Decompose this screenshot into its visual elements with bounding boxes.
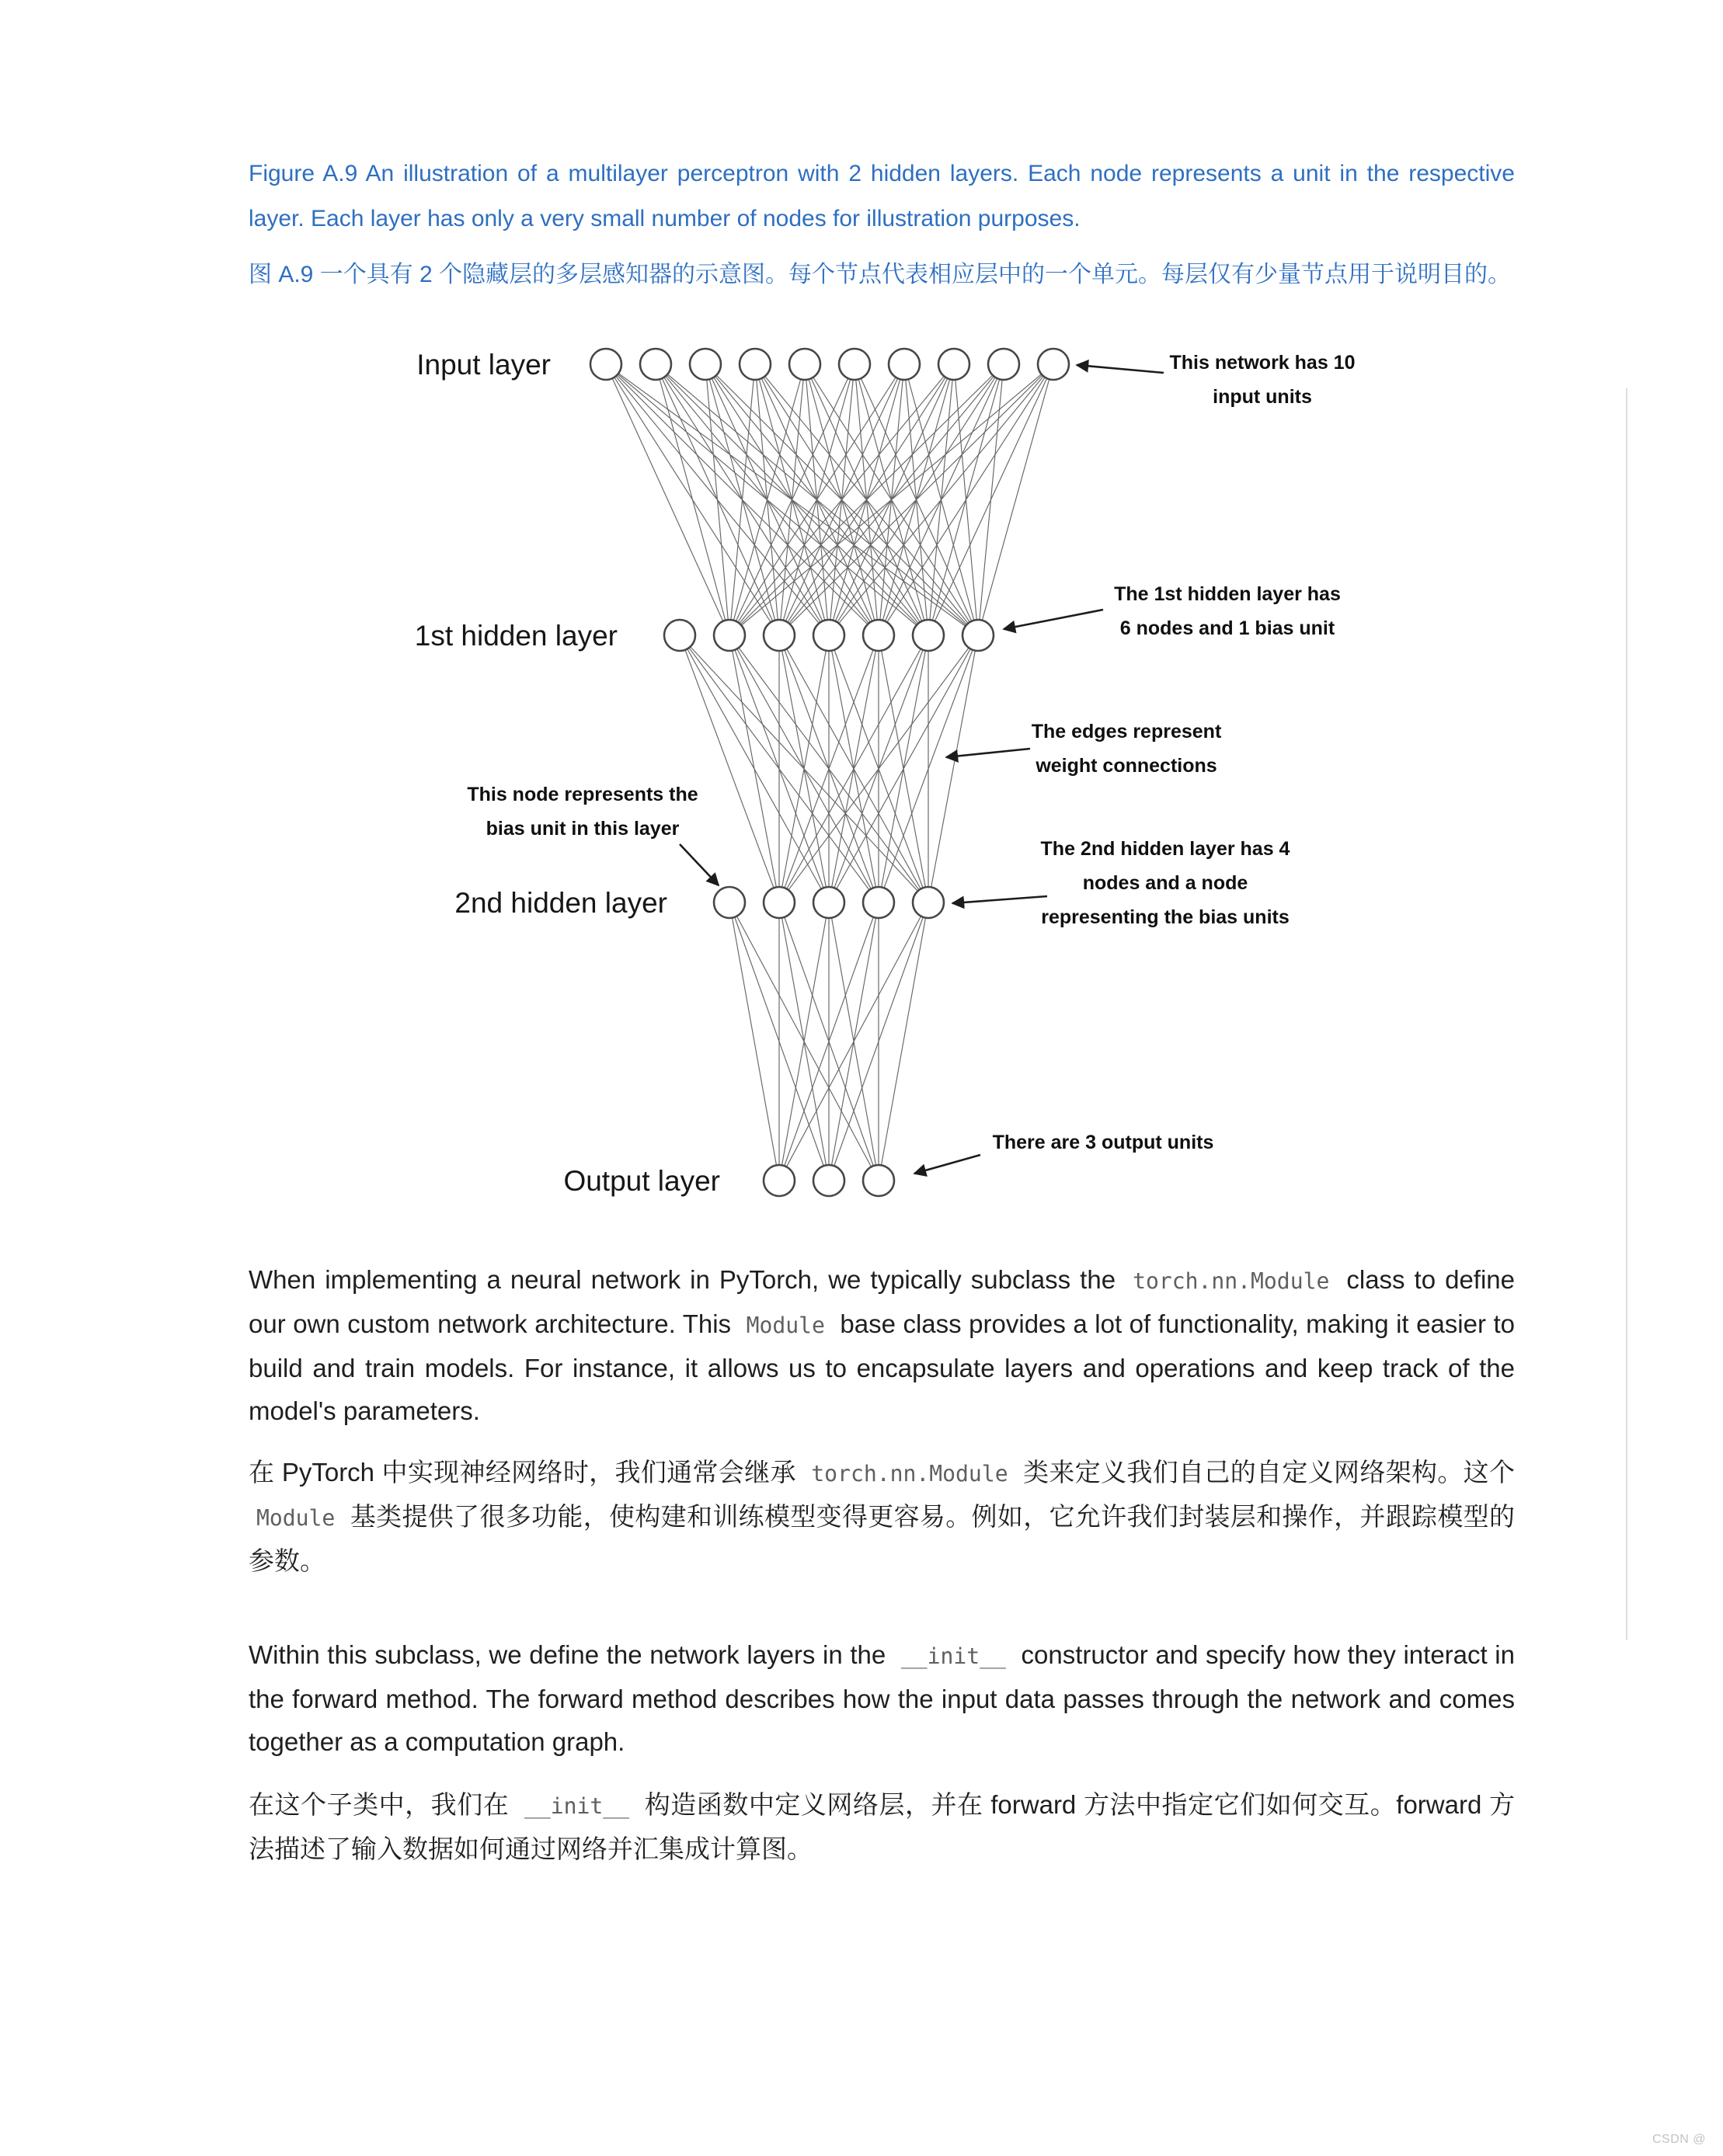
unit-node (813, 1165, 844, 1196)
text-run: 基类提供了很多功能，使构建和训练模型变得更容易。例如，它允许我们封装层和操作，并跟踪模型的参数。 (249, 1502, 1515, 1575)
weight-edge (729, 364, 755, 635)
inline-code: Module (256, 1505, 336, 1531)
text-run: 在 PyTorch 中实现神经网络时，我们通常会继承 (249, 1458, 804, 1487)
label-1st-hidden-layer: 1st hidden layer (414, 620, 618, 652)
text-run: When implementing a neural network in PyTorch, we typically subclass the (249, 1265, 1126, 1294)
text-run: constructor and specify how they interact in the forward method. The forward method describes how the input data passes through the network and comes together as a computation graph. (249, 1640, 1515, 1756)
unit-node (789, 349, 820, 380)
annotation-input-line1: This network has 10 (1169, 352, 1356, 374)
unit-nodes-group (590, 349, 1069, 1196)
weight-edge (729, 364, 805, 635)
unit-node (863, 620, 894, 651)
annotation-arrow-hidden1 (1004, 610, 1103, 629)
inline-code: torch.nn.Module (1133, 1268, 1330, 1294)
annotation-arrow-bias (680, 844, 719, 885)
annotation-hidden1-line1: The 1st hidden layer has (1114, 583, 1341, 605)
unit-node (813, 620, 844, 651)
unit-node (988, 349, 1019, 380)
annotation-output-line1: There are 3 output units (992, 1132, 1214, 1153)
mlp-network-diagram (326, 329, 1367, 1222)
inline-code: torch.nn.Module (811, 1461, 1008, 1487)
weight-edge (729, 902, 779, 1181)
paragraph-en-2 (249, 1633, 1515, 1763)
inline-code: Module (746, 1313, 825, 1338)
text-run: class to define our own custom network architecture. This (249, 1265, 1515, 1338)
weight-edges-group (606, 364, 1053, 1181)
unit-node (863, 1165, 894, 1196)
unit-node (913, 887, 944, 918)
unit-node (714, 887, 745, 918)
weight-edge (779, 902, 928, 1181)
figure-annotations (467, 352, 1355, 1174)
annotation-arrow-edges (946, 749, 1030, 757)
annotation-edges-line2: weight connections (1036, 755, 1217, 777)
weight-edge (606, 364, 729, 635)
weight-edge (978, 364, 1053, 635)
weight-edge (829, 635, 978, 902)
unit-node (839, 349, 870, 380)
unit-node (764, 887, 795, 918)
weight-edge (729, 364, 1004, 635)
label-output-layer: Output layer (563, 1165, 720, 1197)
page-edge-line (1626, 388, 1627, 1640)
annotation-hidden1-line2: 6 nodes and 1 bias unit (1119, 617, 1335, 639)
annotation-input-line2: input units (1213, 386, 1312, 408)
weight-edge (928, 364, 1053, 635)
weight-edge (829, 364, 1053, 635)
unit-node (740, 349, 771, 380)
unit-node (889, 349, 920, 380)
text-run: Within this subclass, we define the network layers in the (249, 1640, 893, 1669)
csdn-watermark: CSDN @ (1652, 2133, 1706, 2146)
text-run: 构造函数中定义网络层，并在 forward 方法中指定它们如何交互。forward 方法描述了输入数据如何通过网络并汇集成计算图。 (249, 1790, 1516, 1863)
unit-node (714, 620, 745, 651)
unit-node (938, 349, 969, 380)
unit-node (664, 620, 695, 651)
text-run: 在这个子类中，我们在 (249, 1790, 517, 1819)
unit-node (764, 1165, 795, 1196)
unit-node (764, 620, 795, 651)
annotation-hidden2-line1: The 2nd hidden layer has 4 (1040, 838, 1290, 860)
unit-node (690, 349, 721, 380)
text-run: base class provides a lot of functionality, making it easier to build and train models. For instance, it allows us to encapsulate layers and operations and keep track of the model's parameters. (249, 1309, 1516, 1425)
layer-labels (415, 349, 720, 1197)
annotation-arrow-hidden2 (952, 896, 1047, 903)
unit-node (962, 620, 994, 651)
weight-edge (928, 635, 978, 902)
figure-caption-en: Figure A.9 An illustration of a multilayer perceptron with 2 hidden layers. Each node represents a unit in the respective layer. Each layer has only a very small number of nodes for illustration purposes. (249, 161, 1515, 231)
unit-node (640, 349, 671, 380)
paragraph-zh-1 (249, 1451, 1515, 1582)
unit-node (913, 620, 944, 651)
weight-edge (656, 364, 729, 635)
weight-edge (729, 364, 904, 635)
weight-edge (779, 364, 1053, 635)
annotation-edges-line1: The edges represent (1031, 721, 1222, 742)
label-2nd-hidden-layer: 2nd hidden layer (454, 887, 667, 919)
weight-edge (729, 635, 779, 902)
weight-edge (705, 364, 729, 635)
label-input-layer: Input layer (416, 349, 551, 381)
text-run: 类来定义我们自己的自定义网络架构。这个 (1015, 1458, 1516, 1487)
page-content (249, 0, 1515, 1870)
figure-caption-zh: 图 A.9 一个具有 2 个隐藏层的多层感知器的示意图。每个节点代表相应层中的一个单元。每层仅有少量节点用于说明目的。 (249, 262, 1512, 287)
annotation-hidden2-line3: representing the bias units (1041, 906, 1290, 928)
annotation-bias-line2: bias unit in this layer (486, 818, 680, 840)
weight-edge (729, 364, 855, 635)
annotation-bias-line1: This node represents the (467, 784, 698, 805)
paragraph-zh-2 (249, 1783, 1515, 1870)
weight-edge (879, 902, 928, 1181)
inline-code: __init__ (524, 1793, 630, 1819)
weight-edge (879, 364, 1053, 635)
unit-node (863, 887, 894, 918)
annotation-arrow-input (1077, 365, 1164, 373)
annotation-hidden2-line2: nodes and a node (1082, 872, 1248, 894)
unit-node (590, 349, 621, 380)
weight-edge (729, 364, 954, 635)
annotation-arrow-output (914, 1155, 980, 1174)
inline-code: __init__ (900, 1643, 1006, 1669)
weight-edge (729, 364, 1053, 635)
unit-node (1038, 349, 1069, 380)
unit-node (813, 887, 844, 918)
paragraph-en-1 (249, 1258, 1515, 1432)
weight-edge (680, 635, 779, 902)
mlp-figure (326, 329, 1367, 1226)
